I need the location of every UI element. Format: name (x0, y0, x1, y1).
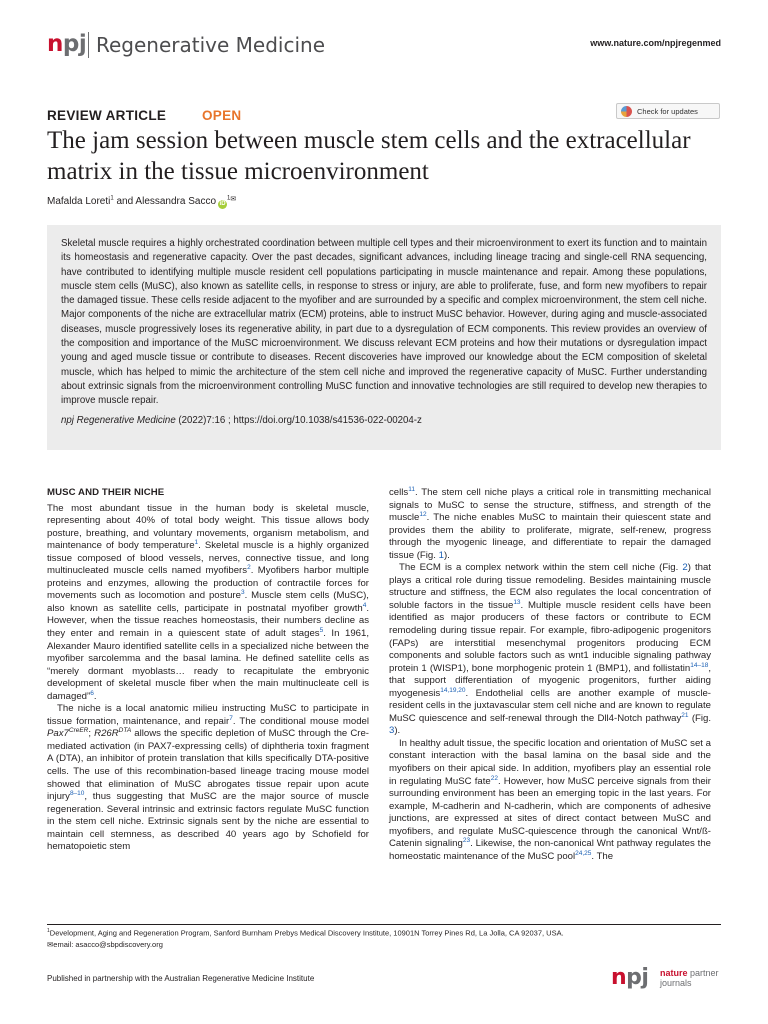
citation-line (61, 415, 707, 426)
article-title: The jam session between muscle stem cells and the extracellular matrix in the tissue microenvironment (47, 127, 691, 185)
affiliation-text: Development, Aging and Regeneration Program, Sanford Burnham Prebys Medical Discovery Institute, 10901N Torrey Pines Rd, La Jolla, CA 92037, USA. (49, 928, 564, 938)
author-name[interactable]: Alessandra Sacco (135, 196, 217, 207)
body-paragraph: The most abundant tissue in the human body is skeletal muscle, representing about 40% of total body weight. This tissue allows body posture, breathing, and voluntary movements, organism metabolism, and maintenance of body temperature$^1$. Skeletal muscle is a highly organized tissue composed of blood vessels, nerves, connective tissue, and long multinucleated muscle cells named myofibers$^2$. Myofibers harbor multiple proteins and enzymes, allowing the production of contractile forces for movements such as locomotion and posture$^3$. Muscle stem cells (MuSC), also known as satellite cells, participate in postnatal myofiber growth$^4$. However, when the tissue reaches homeostasis, their numbers decline as they enter and remain in a quiescent state of adult stages$^5$. In 1961, Alexander Mauro identified satellite cells in a specialized niche between the myofiber sarcolemma and the basal lamina. He defined satellite cells as “merely dormant myoblasts… ready to recapitulate the embryonic development of skeletal muscle fiber when the main multinucleate cell is damaged”$^6$. (47, 502, 369, 702)
section-heading: MUSC AND THEIR NICHE (47, 487, 165, 498)
citation-doi[interactable]: (2022)7:16 ; https://doi.org/10.1038/s41536-022-00204-z (175, 414, 422, 426)
open-access-label: OPEN (202, 108, 242, 123)
abstract-box (47, 225, 721, 450)
affiliation-footnote (47, 928, 564, 938)
footnote-divider (47, 924, 721, 925)
masthead (47, 30, 721, 64)
citation-journal: npj Regenerative Medicine (61, 414, 176, 426)
body-paragraph: cells$^{11}$. The stem cell niche plays a critical role in transmitting mechanical signals to MuSC to sense the structure, stiffness, and strength of the muscle$^{12}$. The niche enables MuSC to maintain their quiescent state and provides them the ability to proliferate, migrate, self-renew, progress through the myogenic lineage, and differentiate to repair the damaged tissue (Fig. 1). (389, 486, 711, 561)
author-separator: and (113, 196, 136, 207)
journal-name: Regenerative Medicine (96, 33, 326, 57)
body-column-right (389, 487, 711, 863)
footnote-marker: 1 (47, 928, 50, 934)
email-text[interactable]: email: asacco@sbpdiscovery.org (53, 940, 163, 949)
envelope-icon: ✉ (47, 940, 54, 949)
body-paragraph: The ECM is a complex network within the stem cell niche (Fig. 2) that plays a critical role during tissue remodeling. Besides maintaining muscle structure and stiffness, the ECM also regulates the local concentration of soluble factors in the tissue$^{13}$. Multiple muscle resident cells have been identified as major producers of these factors or contribute to ECM remodeling during tissue repair. For example, fibro-adipogenic progenitors (FAPs) are interstitial mesenchymal progenitors producing ECM components and soluble factors such as wnt1 inducible signaling pathway protein 1 (WISP1), bone morphogenic protein 1 (BMP1), and follistatin$^{14-18}$, that support differentiation of myogenic progenitors, further aiding myogenesis$^{14,19,20}$. Endothelial cells are another example of muscle-resident cells in the juxtavascular stem cell niche and are known to regulate MuSC quiescence and self-renewal through the Dll4-Notch pathway$^{21}$ (Fig. 3). (389, 562, 712, 737)
body-paragraph: In healthy adult tissue, the specific location and orientation of MuSC set a constant interaction with the basal lamina on the basal side and the myofibers on their apical side. In addition, myofibers play an essential role in regulating MuSC fate$^{22}$. However, how MuSC perceive signals from their surrounding environment has been an emerging topic in the last years. For example, M-cadherin and N-cadherin, which are components of adhesive junctions, are expressed at sites of direct contact between MuSC and myofibers, and regulate MuSC-quiescence through the canonical Wnt/ß-Catenin signaling$^{23}$. Likewise, the non-canonical Wnt pathway regulates the homeostatic maintenance of the MuSC pool$^{24,25}$. The (389, 737, 711, 862)
affiliation-marker: 1 (110, 195, 114, 202)
article-type-label: REVIEW ARTICLE (47, 108, 167, 123)
envelope-icon[interactable]: ✉ (230, 196, 237, 203)
author-name[interactable]: Mafalda Loreti (47, 196, 111, 207)
email-footnote (47, 940, 163, 949)
author-list (47, 195, 236, 209)
journal-url[interactable]: www.nature.com/npjregenmed (590, 38, 721, 48)
abstract-text: Skeletal muscle requires a highly orchestrated coordination between multiple cell types and their microenvironment to exert its function and to maintain its homeostasis and regenerative capacity. Over the past decades, significant advances, including lineage tracing and single-cell RNA sequencing, have contributed to identifying multiple muscle resident cell populations participating in muscle maintenance and repair. Among these populations, muscle stem cells (MuSC), also known as satellite cells, in response to stress or injury, are able to proliferate, fuse, and form new myofibers to repair the damaged tissue. These cells reside adjacent to the myofiber and are surrounded by a specific and complex microenvironment, the stem cell niche. Major components of the niche are extracellular matrix (ECM) proteins, able to instruct MuSC behavior. However, during aging and muscle-associated diseases, muscle progressively loses its regenerative ability, in part due to a dysregulation of ECM components. This review provides an overview of the composition and importance of the MuSC microenvironment. We discuss relevant ECM proteins and how their mutations or dysregulation impact young and aged muscle tissue or contribute to diseases. Recent discoveries have improved our knowledge about the ECM composition of skeletal muscle, which has helped to mimic the architecture of the stem cell niche and improved the regenerative capacity of MuSC. Further understanding about extrinsic signals from the microenvironment controlling MuSC function and innovative technologies are still required to develop new therapies to improve muscle repair. (61, 238, 707, 407)
masthead-divider (88, 32, 89, 58)
check-for-updates-button[interactable] (616, 103, 720, 119)
nature-partner-journals-logo[interactable]: npj nature partner journals (611, 965, 719, 990)
check-updates-label: Check for updates (637, 107, 698, 116)
npj-logo[interactable]: npj (47, 31, 87, 57)
body-paragraph: The niche is a local anatomic milieu instructing MuSC to participate in tissue formation, maintenance, and repair$^7$. The conditional mouse model $Pax7^{CreER}$; $R26R^{DTA}$ allows the specific depletion of MuSC through the Cre-mediated activation (in PAX7-expressing cells) of diphtheria toxin fragment A (DTA), an inhibitor of protein translation that kills specifically DTA-positive cells. The use of this recombination-based lineage tracing mouse model showed that elimination of MuSC abrogates tissue repair upon acute injury$^{8-10}$, thus suggesting that MuSC are the major source of muscle regeneration. Several intrinsic and extrinsic factors regulate MuSC function in the stem cell niche. Extrinsic signals sent by the niche are essential to maintain cell stemness, as described 40 years ago by Schofield for hematopoietic stem (47, 703, 369, 853)
crossmark-icon (621, 106, 632, 117)
orcid-icon[interactable]: iD (219, 201, 226, 207)
affiliation-marker: 1 (227, 195, 231, 202)
publisher-line: Published in partnership with the Australian Regenerative Medicine Institute (47, 974, 315, 983)
body-column-left (47, 487, 369, 854)
